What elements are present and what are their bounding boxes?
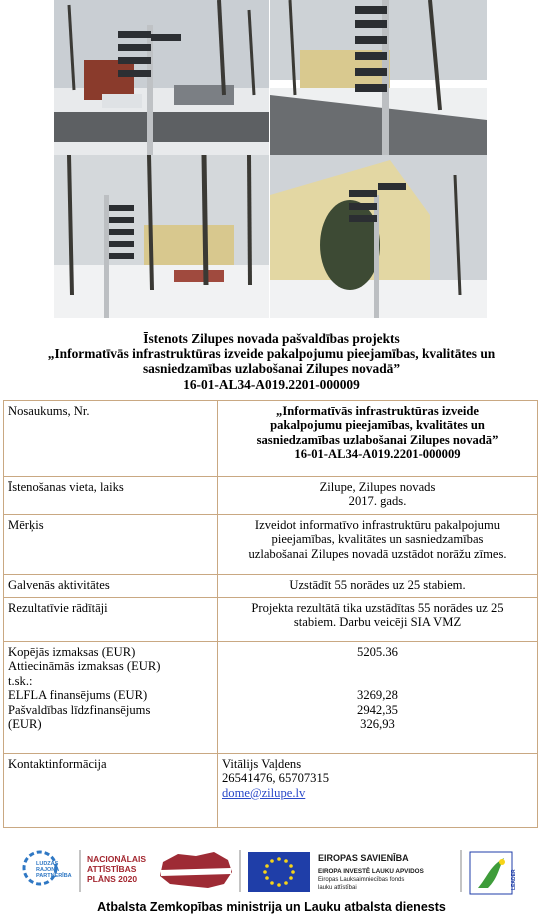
nap-text-2: ATTĪSTĪBAS (87, 864, 137, 874)
headline-line-2: „Informatīvās infrastruktūras izveide pakalpojumu pieejamības, kvalitātes un (47, 346, 496, 362)
goal-value (218, 515, 538, 575)
place-label: Īstenošanas vieta, laiks (4, 477, 218, 515)
photo-signpost-street (54, 0, 269, 155)
goal-value-line-3: uzlabošanai Zilupes novadā uzstādot norāžu zīmes. (248, 546, 507, 561)
table-row-results (4, 598, 538, 642)
elfla-funding: 2942,35 (357, 702, 398, 717)
name-value-line-2: pakalpojumu pieejamības, kvalitātes un (270, 418, 485, 433)
place-value-line-1: Zilupe, Zilupes novads (319, 480, 436, 494)
place-value (218, 477, 538, 515)
eu-flag-icon (248, 852, 310, 892)
table-row-place (4, 477, 538, 515)
nap-text-3: PLĀNS 2020 (87, 874, 138, 884)
activities-value: Uzstādīt 55 norādes uz 25 stabiem. (218, 575, 538, 598)
latvia-map-logo (160, 852, 232, 888)
costs-label-line-1: Kopējās izmaksas (EUR) (8, 645, 136, 659)
costs-label-line-3: t.sk.: (8, 673, 33, 688)
headline-line-1: Īstenots Zilupes novada pašvaldības projekts (143, 331, 400, 346)
contact-phone: 26541476, 65707315 (222, 771, 330, 786)
eu-text-1: EIROPAS SAVIENĪBA (318, 853, 409, 863)
costs-value (218, 642, 538, 754)
name-value-line-3: sasniedzamības uzlabošanai Zilupes novadā” (256, 432, 499, 447)
contact-value (218, 754, 538, 828)
photo-collage (54, 0, 487, 318)
results-value (218, 598, 538, 642)
municipal-cofunding: 326,93 (360, 717, 395, 732)
total-cost: 5205.36 (357, 645, 398, 659)
results-value-line-1: Projekta rezultātā tika uzstādītas 55 norādes uz 25 (251, 601, 504, 615)
eu-text-4: lauku attīstībai (318, 885, 357, 891)
name-label: Nosaukums, Nr. (4, 401, 218, 477)
contact-name: Vitālijs Vaļdens (222, 757, 302, 771)
name-value-line-1: „Informatīvās infrastruktūras izveide (276, 404, 479, 418)
costs-label-line-4: ELFLA finansējums (EUR) (8, 688, 148, 703)
costs-label-line-5: Pašvaldības līdzfinansējums (8, 702, 151, 717)
activities-label: Galvenās aktivitātes (4, 575, 218, 598)
sponsor-logos (18, 846, 523, 898)
costs-label-line-6: (EUR) (8, 717, 42, 732)
contact-label: Kontaktinformācija (4, 754, 218, 828)
ludza-text-3: PARTNERĪBA (36, 873, 72, 879)
eligible-cost: 3269,28 (357, 688, 398, 703)
table-row-goal (4, 515, 538, 575)
eu-text-3: Eiropas Lauksaimniecības fonds (318, 877, 405, 883)
photo-signpost-park (54, 155, 269, 318)
eu-text-2: EIROPA INVESTĒ LAUKU APVIDOS (318, 868, 424, 875)
costs-label-line-2: Attiecināmās izmaksas (EUR) (8, 659, 161, 674)
results-label: Rezultatīvie rādītāji (4, 598, 218, 642)
leader-logo (470, 852, 517, 894)
costs-label (4, 642, 218, 754)
goal-label: Mērķis (4, 515, 218, 575)
table-row-contact (4, 754, 538, 828)
sponsor-logos-svg (18, 846, 523, 898)
ludza-partnership-logo (24, 852, 72, 884)
table-row-activities (4, 575, 538, 598)
table-row-name (4, 401, 538, 477)
leader-text: LEADER (511, 869, 517, 890)
headline-line-3: sasniedzamības uzlabošanai Zilupes novadā” (142, 361, 401, 377)
nap-text-1: NACIONĀLAIS (87, 854, 147, 864)
headline-line-4: 16-01-AL34-A019.2201-000009 (183, 376, 360, 392)
photo-signpost-yellow-building (270, 155, 487, 318)
name-value (218, 401, 538, 477)
nap-2020-logo (87, 854, 146, 884)
eu-text-block (318, 853, 424, 891)
results-value-line-2: stabiem. Darbu veicēji SIA VMZ (293, 615, 462, 630)
goal-value-line-2: pieejamības, kvalitātes un sasniedzamības (271, 532, 484, 547)
footer-support-text: Atbalsta Zemkopības ministrija un Lauku atbalsta dienests (97, 900, 446, 914)
table-row-costs (4, 642, 538, 754)
project-info-table (3, 400, 538, 828)
contact-email-link[interactable]: dome@zilupe.lv (222, 785, 306, 800)
cost-spacer (222, 659, 533, 688)
name-value-line-4: 16-01-AL34-A019.2201-000009 (294, 447, 461, 462)
photo-signpost-building (270, 0, 487, 155)
goal-value-line-1: Izveidot informatīvo infrastruktūru pakalpojumu (254, 518, 501, 532)
project-headline (0, 331, 543, 392)
place-value-line-2: 2017. gads. (348, 494, 407, 509)
ludza-text-1: LUDZAS (36, 861, 59, 867)
ludza-text-2: RAJONA (36, 867, 60, 873)
